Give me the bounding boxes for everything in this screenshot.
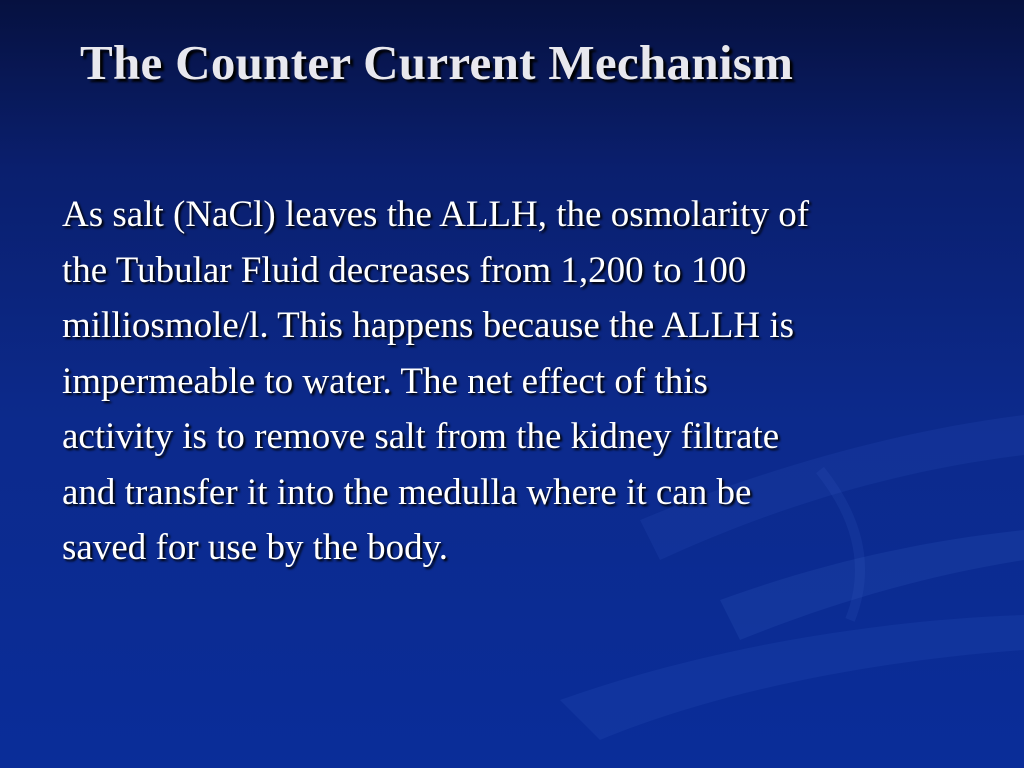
body-line: As salt (NaCl) leaves the ALLH, the osmolarity of xyxy=(62,194,810,235)
body-line: activity is to remove salt from the kidney filtrate xyxy=(62,416,780,457)
body-line: the Tubular Fluid decreases from 1,200 to 100 xyxy=(62,249,747,291)
slide-body xyxy=(62,187,962,576)
body-line: and transfer it into the medulla where it can be xyxy=(62,471,752,513)
body-line: milliosmole/l. This happens because the ALLH is xyxy=(62,305,795,346)
body-line: impermeable to water. The net effect of this xyxy=(62,360,708,402)
slide-title: The Counter Current Mechanism xyxy=(80,35,794,90)
body-line: saved for use by the body. xyxy=(62,527,449,568)
